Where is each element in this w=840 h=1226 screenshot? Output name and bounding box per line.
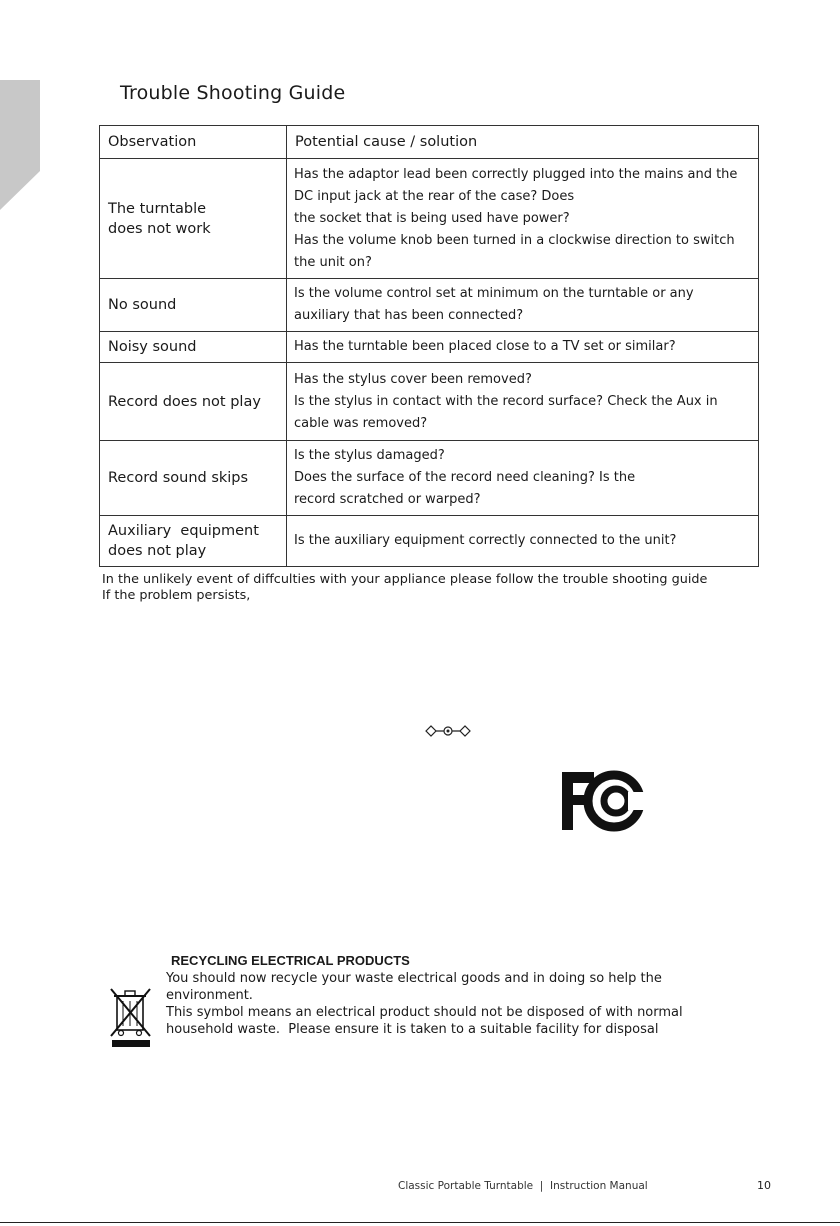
recycling-line: You should now recycle your waste electrical goods and in doing so help the — [166, 971, 662, 986]
observation-cell — [100, 441, 287, 516]
observation-text: does not play — [108, 543, 207, 559]
table-row — [100, 441, 759, 516]
observation-text: Noisy sound — [108, 339, 197, 355]
header-observation: Observation — [100, 126, 287, 159]
table-header-row — [100, 126, 759, 159]
table-row — [100, 159, 759, 279]
observation-text: Record sound skips — [108, 470, 249, 486]
recycling-title: RECYCLING ELECTRICAL PRODUCTS — [171, 953, 410, 968]
observation-cell — [100, 332, 287, 363]
recycling-body — [166, 970, 683, 1038]
header-cause-solution: Potential cause / solution — [287, 126, 759, 159]
intro-line: If the problem persists, — [102, 588, 251, 603]
observation-cell — [100, 516, 287, 567]
bottom-divider — [0, 1222, 840, 1223]
side-tab-decoration — [0, 80, 40, 210]
table-row — [100, 332, 759, 363]
observation-cell — [100, 279, 287, 332]
recycling-line: household waste. Please ensure it is taken to a suitable facility for disposal — [166, 1022, 659, 1037]
observation-text: Record does not play — [108, 393, 261, 410]
cause-text: Is the stylus in contact with the record surface? Check the Aux in cable was removed? — [294, 393, 718, 431]
cause-text: Has the stylus cover been removed? — [294, 371, 532, 387]
observation-cell — [100, 159, 287, 279]
recycling-line: environment. — [166, 988, 253, 1003]
page-number: 10 — [757, 1179, 771, 1192]
cause-text: Has the volume knob been turned in a clockwise direction to switch the unit on? — [294, 232, 735, 270]
cause-cell — [287, 279, 759, 332]
fcc-logo-icon — [560, 770, 646, 832]
observation-text: No sound — [108, 297, 177, 313]
observation-text: The turntable — [108, 200, 207, 217]
observation-text: Auxiliary equipment — [108, 523, 259, 539]
cause-text: record scratched or warped? — [294, 492, 481, 507]
crossed-out-bin-icon — [108, 986, 154, 1048]
cause-text: the socket that is being used have power? — [294, 210, 570, 226]
intro-paragraph — [102, 572, 707, 604]
cause-cell — [287, 332, 759, 363]
cause-cell — [287, 516, 759, 567]
table-row — [100, 279, 759, 332]
cause-text: Is the stylus damaged? — [294, 448, 445, 463]
footer-manual-title: Classic Portable Turntable | Instruction Manual — [398, 1180, 648, 1192]
table-row — [100, 363, 759, 441]
table-row — [100, 516, 759, 567]
cause-cell — [287, 159, 759, 279]
cause-text: Has the turntable been placed close to a TV set or similar? — [294, 339, 676, 354]
page-title: Trouble Shooting Guide — [120, 82, 346, 104]
cause-text: Has the adaptor lead been correctly plugged into the mains and the DC input jack at the rear of the case? Does — [294, 166, 738, 204]
cause-text: Does the surface of the record need cleaning? Is the — [294, 470, 636, 485]
recycling-line: This symbol means an electrical product should not be disposed of with normal — [166, 1005, 683, 1020]
dc-polarity-icon — [425, 724, 471, 738]
cause-cell — [287, 441, 759, 516]
observation-cell — [100, 363, 287, 441]
intro-line: In the unlikely event of diffculties with your appliance please follow the trouble shooting guide — [102, 572, 708, 587]
cause-text: Is the auxiliary equipment correctly connected to the unit? — [294, 533, 677, 548]
observation-text: does not work — [108, 220, 211, 237]
troubleshooting-table — [99, 125, 759, 567]
cause-cell — [287, 363, 759, 441]
cause-text: Is the volume control set at minimum on the turntable or any auxiliary that has been connected? — [294, 286, 694, 323]
